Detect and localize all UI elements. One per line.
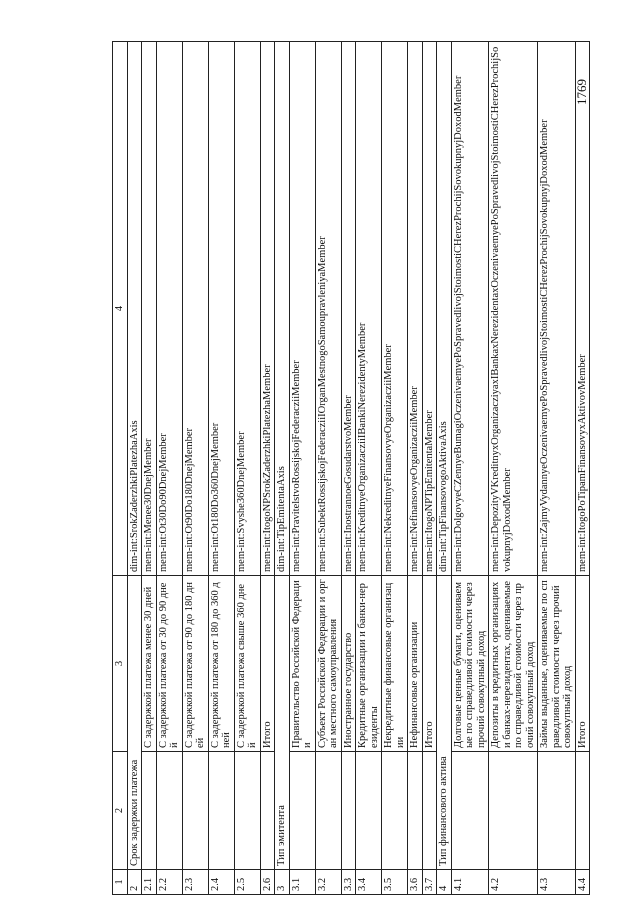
member-code-cell: mem-int:SubektRossijskojFederacziiIOrganMestnogoSamoupravleniyaMember	[315, 42, 341, 576]
row-number-cell: 2.3	[182, 870, 208, 895]
row-number-cell: 2.1	[142, 870, 157, 895]
header-cell: 4	[113, 42, 128, 576]
member-code-cell: mem-int:ZajmyVydannyeOczenivaemyePoSpravedlivojStoimostiCHerezProchijSovokupnyjDoxodMember	[538, 42, 576, 576]
row-number-cell: 2.5	[234, 870, 260, 895]
table-row	[408, 42, 423, 895]
category-cell	[382, 752, 408, 870]
member-code-cell: mem-int:ItogoNPSrokZaderzhkiPlatezhaMember	[260, 42, 275, 576]
row-number-cell: 3.6	[408, 870, 423, 895]
category-cell	[142, 752, 157, 870]
member-code-cell: mem-int:DolgovyeCZennyeBumagiOczenivaemyePoSpravedlivojStoimostiCHerezProchijSovokupnyjDoxodMember	[451, 42, 489, 576]
member-description-cell: Кредитные организации и банки-нерезиденты	[356, 576, 382, 752]
table-row	[489, 42, 538, 895]
table-row	[451, 42, 489, 895]
row-number-cell: 4	[437, 870, 452, 895]
category-cell	[408, 752, 423, 870]
row-number-cell: 3.3	[341, 870, 356, 895]
table-row	[341, 42, 356, 895]
member-description-cell: Нефинансовые организации	[408, 576, 423, 752]
member-code-cell: mem-int:ItogoPoTipamFinansovyxAktivovMember	[575, 42, 590, 576]
member-description-cell: Субъект Российской Федерации и орган местного самоуправления	[315, 576, 341, 752]
category-cell	[208, 752, 234, 870]
category-cell	[289, 752, 315, 870]
table-row	[538, 42, 576, 895]
member-description-cell: Займы выданные, оцениваемые по справедливой стоимости через прочий совокупный доход	[538, 576, 576, 752]
member-description-cell: С задержкой платежа от 90 до 180 дней	[182, 576, 208, 752]
table-row	[156, 42, 182, 895]
member-code-cell: mem-int:PravitelstvoRossijskojFederacziiMember	[289, 42, 315, 576]
row-number-cell: 3.7	[422, 870, 437, 895]
category-cell	[538, 752, 576, 870]
header-row	[113, 42, 128, 895]
category-cell: Тип эмитента	[275, 576, 290, 870]
category-cell	[356, 752, 382, 870]
table-row	[575, 42, 590, 895]
category-cell	[234, 752, 260, 870]
member-code-cell: mem-int:Ot30Do90DnejMember	[156, 42, 182, 576]
mapping-table	[112, 41, 590, 895]
member-description-cell: Некредитные финансовые организации	[382, 576, 408, 752]
page-number: 1769	[574, 79, 589, 105]
row-number-cell: 2.4	[208, 870, 234, 895]
category-cell	[575, 752, 590, 870]
member-description-cell: Итого	[260, 576, 275, 752]
member-code-cell: mem-int:Svyshe360DnejMember	[234, 42, 260, 576]
member-description-cell: Итого	[422, 576, 437, 752]
table-row	[315, 42, 341, 895]
table-row	[275, 42, 290, 895]
header-cell: 1	[113, 870, 128, 895]
table-row	[382, 42, 408, 895]
category-cell: Срок задержки платежа	[127, 576, 142, 870]
member-code-cell: mem-int:Ot90Do180DnejMember	[182, 42, 208, 576]
row-number-cell: 2.6	[260, 870, 275, 895]
member-description-cell: Правительство Российской Федерации	[289, 576, 315, 752]
member-code-cell: mem-int:NekreditnyeFinansovyeOrganizacziiMember	[382, 42, 408, 576]
member-code-cell: mem-int:NefinansovyeOrganizacziiMember	[408, 42, 423, 576]
row-number-cell: 4.2	[489, 870, 538, 895]
member-description-cell: С задержкой платежа от 180 до 360 дней	[208, 576, 234, 752]
member-code-cell: mem-int:Menee30DnejMember	[142, 42, 157, 576]
member-description-cell: Депозиты в кредитных организациях и банках-нерезидентах, оцениваемые по справедливой стоимости через прочий совокупный доход	[489, 576, 538, 752]
category-cell	[422, 752, 437, 870]
row-number-cell: 4.1	[451, 870, 489, 895]
category-cell	[451, 752, 489, 870]
member-code-cell: dim-int:TipFinansovogoAktivaAxis	[437, 42, 452, 576]
table-row	[234, 42, 260, 895]
member-description-cell: С задержкой платежа свыше 360 дней	[234, 576, 260, 752]
table-row	[437, 42, 452, 895]
row-number-cell: 3.1	[289, 870, 315, 895]
row-number-cell: 3.2	[315, 870, 341, 895]
table-row	[356, 42, 382, 895]
table-row	[289, 42, 315, 895]
table-row	[260, 42, 275, 895]
row-number-cell: 2	[127, 870, 142, 895]
row-number-cell: 4.4	[575, 870, 590, 895]
category-cell	[156, 752, 182, 870]
row-number-cell: 3.5	[382, 870, 408, 895]
table-row	[127, 42, 142, 895]
member-code-cell: mem-int:DepozityVKreditnyxOrganizacziyaxIBankaxNerezidentaxOczenivaemyePoSpravedlivojStoimostiCHerezProchijSovokupnyjDoxodMember	[489, 42, 538, 576]
table-row	[422, 42, 437, 895]
member-code-cell: mem-int:KreditnyeOrganizacziiIBankiNerezidentyMember	[356, 42, 382, 576]
row-number-cell: 2.2	[156, 870, 182, 895]
member-code-cell: mem-int:InostrannoeGosudarstvoMember	[341, 42, 356, 576]
category-cell	[260, 752, 275, 870]
row-number-cell: 4.3	[538, 870, 576, 895]
row-number-cell: 3.4	[356, 870, 382, 895]
category-cell	[182, 752, 208, 870]
category-cell	[489, 752, 538, 870]
category-cell	[341, 752, 356, 870]
category-cell	[315, 752, 341, 870]
member-code-cell: mem-int:ItogoNPTipEmitentaMember	[422, 42, 437, 576]
row-number-cell: 3	[275, 870, 290, 895]
header-cell: 2	[113, 752, 128, 870]
table-row	[142, 42, 157, 895]
member-description-cell: С задержкой платежа от 30 до 90 дней	[156, 576, 182, 752]
member-code-cell: dim-int:SrokZaderzhkiPlatezhaAxis	[127, 42, 142, 576]
member-code-cell: dim-int:TipEmitentaAxis	[275, 42, 290, 576]
member-description-cell: С задержкой платежа менее 30 дней	[142, 576, 157, 752]
member-description-cell: Итого	[575, 576, 590, 752]
category-cell: Тип финансового актива	[437, 576, 452, 870]
table-row	[208, 42, 234, 895]
member-description-cell: Иностранное государство	[341, 576, 356, 752]
member-description-cell: Долговые ценные бумаги, оцениваемые по справедливой стоимости через прочий совокупный доход	[451, 576, 489, 752]
header-cell: 3	[113, 576, 128, 752]
member-code-cell: mem-int:Ot180Do360DnejMember	[208, 42, 234, 576]
table-row	[182, 42, 208, 895]
